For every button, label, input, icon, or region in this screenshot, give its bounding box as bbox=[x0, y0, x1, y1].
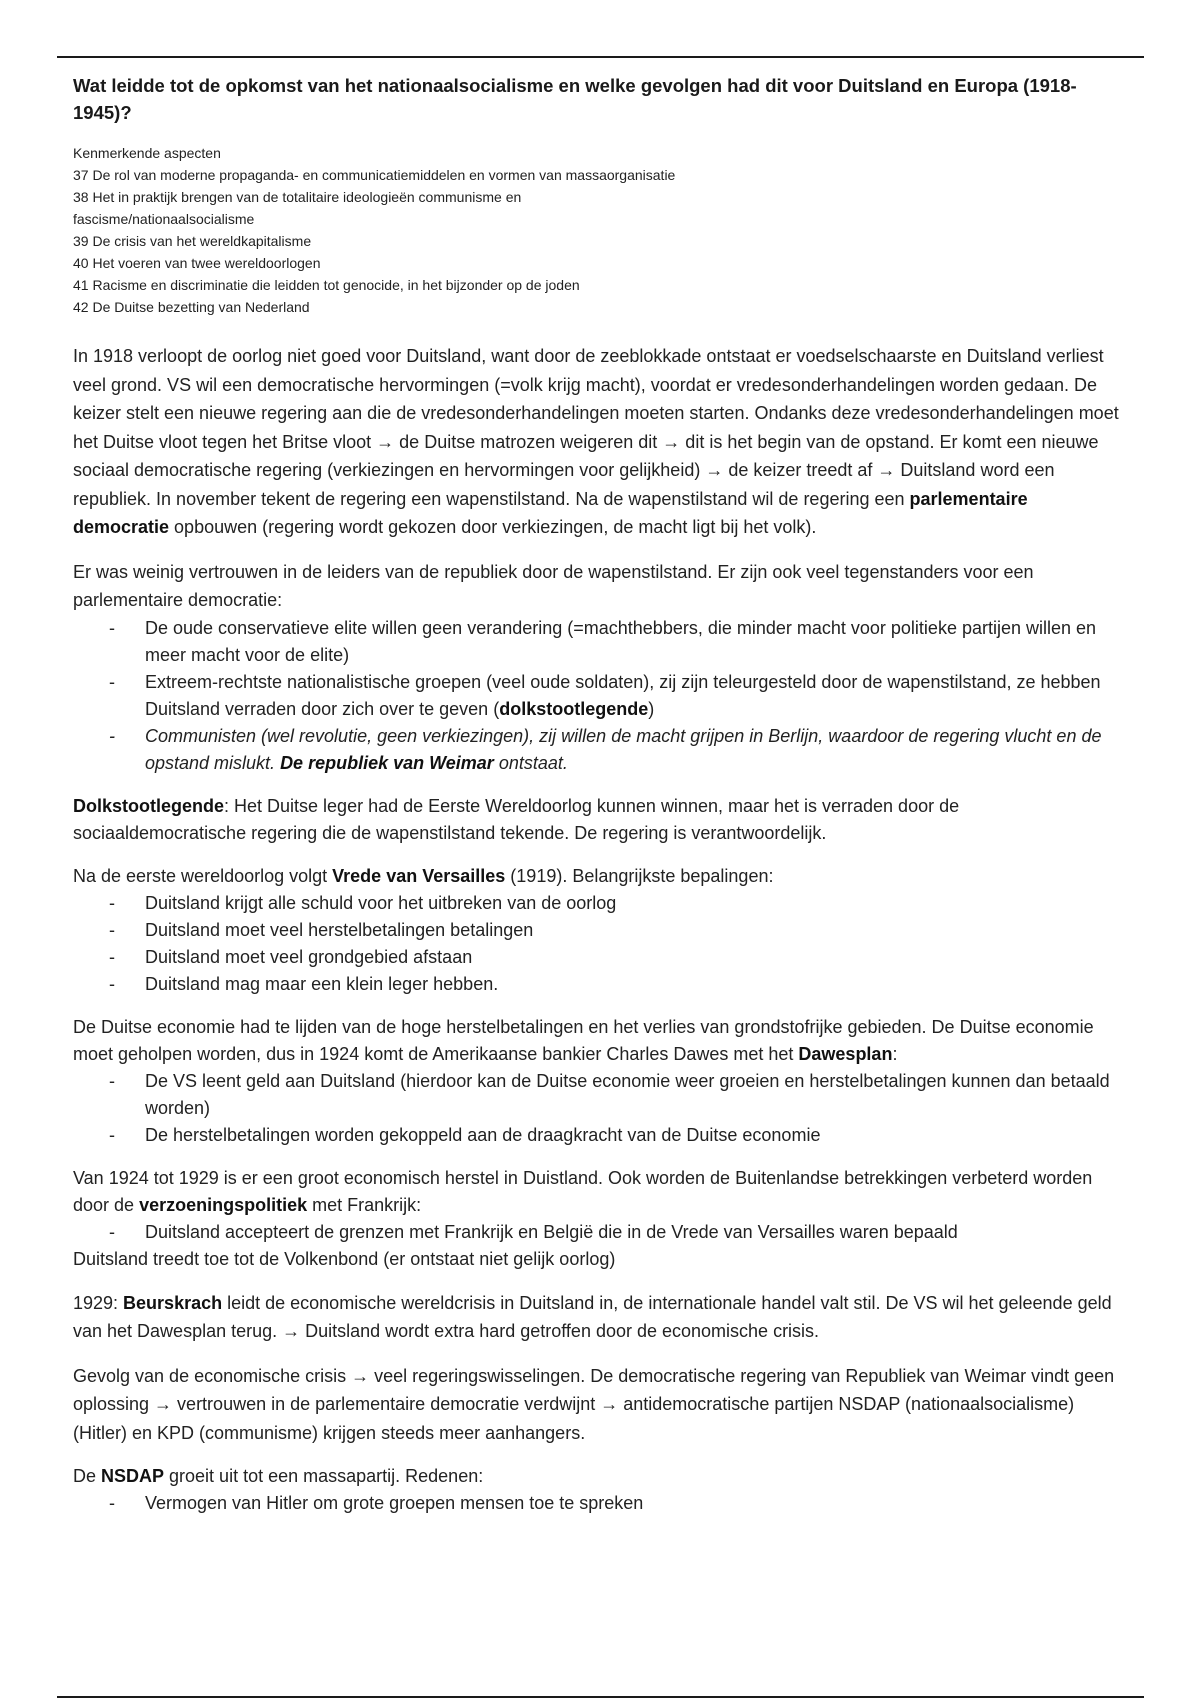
list-verzoeningspolitiek bbox=[73, 1219, 1128, 1246]
document-body bbox=[73, 72, 1128, 1533]
paragraph-versailles: Na de eerste wereldoorlog volgt Vrede van Versailles (1919). Belangrijkste bepalingen: bbox=[73, 865, 774, 886]
aspect-item: 39 De crisis van het wereldkapitalisme bbox=[73, 233, 312, 249]
list-item: - Communisten (wel revolutie, geen verkiezingen), zij willen de macht grijpen in Berlijn, waardoor de regering vlucht en de opstand mislukt. De republiek van Weimar ontstaat. bbox=[73, 723, 1128, 777]
list-item: - Vermogen van Hitler om grote groepen mensen toe te spreken bbox=[73, 1490, 1128, 1517]
list-tegenstanders bbox=[73, 615, 1128, 777]
term-nsdap: NSDAP bbox=[101, 1466, 165, 1486]
list-item: - De oude conservatieve elite willen geen verandering (=machthebbers, die minder macht voor politieke partijen willen en meer macht voor de elite) bbox=[73, 615, 1128, 669]
term-dawesplan: Dawesplan bbox=[798, 1043, 893, 1064]
aspect-item: 40 Het voeren van twee wereldoorlogen bbox=[73, 255, 321, 271]
document-title: Wat leidde tot de opkomst van het nationaalsocialisme en welke gevolgen had dit voor Duitsland en Europa (1918-1945)? bbox=[73, 75, 1077, 123]
list-dawesplan bbox=[73, 1068, 1128, 1149]
bottom-rule bbox=[57, 1696, 1144, 1698]
aspect-item: fascisme/nationaalsocialisme bbox=[73, 211, 255, 227]
paragraph-tegenstanders: Er was weinig vertrouwen in de leiders van de republiek door de wapenstilstand. Er zijn ook veel tegenstanders voor een parlementaire democratie: bbox=[73, 561, 1034, 610]
aspect-item: 42 De Duitse bezetting van Nederland bbox=[73, 299, 310, 315]
term-beurskrach: Beurskrach bbox=[123, 1292, 223, 1313]
paragraph-herstel: Van 1924 tot 1929 is er een groot economisch herstel in Duistland. Ook worden de Buitenlandse betrekkingen verbeterd worden door de verzoeningspolitiek met Frankrijk: bbox=[73, 1167, 1093, 1215]
list-item: - Duitsland krijgt alle schuld voor het uitbreken van de oorlog bbox=[73, 890, 1128, 917]
paragraph-dawesplan: De Duitse economie had te lijden van de hoge herstelbetalingen en het verlies van grondstofrijke gebieden. De Duitse economie moet geholpen worden, dus in 1924 komt de Amerikaanse bankier Charles Dawes met het Dawesplan: bbox=[73, 1016, 1094, 1064]
list-bepalingen bbox=[73, 890, 1128, 998]
top-rule bbox=[57, 56, 1144, 58]
paragraph-nsdap: De NSDAP groeit uit tot een massapartij. Redenen: bbox=[73, 1466, 484, 1486]
aspects-heading: Kenmerkende aspecten bbox=[73, 145, 221, 161]
list-redenen bbox=[73, 1490, 1128, 1517]
aspect-item: 41 Racisme en discriminatie die leidden tot genocide, in het bijzonder op de joden bbox=[73, 277, 580, 293]
aspect-item: 38 Het in praktijk brengen van de totalitaire ideologieën communisme en bbox=[73, 189, 522, 205]
kenmerkende-aspecten bbox=[73, 142, 1128, 318]
paragraph-beurskrach: 1929: Beurskrach leidt de economische wereldcrisis in Duitsland in, de internationale handel valt stil. De VS wil het geleende geld van het Dawesplan terug. → Duitsland wordt extra hard getroffen door de economische crisis. bbox=[73, 1292, 1112, 1341]
term-verzoeningspolitiek: verzoeningspolitiek bbox=[139, 1194, 308, 1215]
list-item: - Duitsland moet veel herstelbetalingen betalingen bbox=[73, 917, 1128, 944]
list-item: - Extreem-rechtste nationalistische groepen (veel oude soldaten), zij zijn teleurgesteld door de wapenstilstand, ze hebben Duitsland verraden door zich over te geven (dolkstootlegende) bbox=[73, 669, 1128, 723]
list-item: - Duitsland moet veel grondgebied afstaan bbox=[73, 944, 1128, 971]
list-item: - Duitsland mag maar een klein leger hebben. bbox=[73, 971, 1128, 998]
paragraph-dolkstootlegende: Dolkstootlegende: Het Duitse leger had de Eerste Wereldoorlog kunnen winnen, maar het is verraden door de sociaaldemocratische regering die de wapenstilstand tekende. De regering is verantwoordelijk. bbox=[73, 795, 960, 843]
aspect-item: 37 De rol van moderne propaganda- en communicatiemiddelen en vormen van massaorganisatie bbox=[73, 167, 676, 183]
paragraph-1918: In 1918 verloopt de oorlog niet goed voor Duitsland, want door de zeeblokkade ontstaat er voedselschaarste en Duitsland verliest veel grond. VS wil een democratische hervormingen (=volk krijg macht), voordat er vredesonderhandelingen worden gedaan. De keizer stelt een nieuwe regering aan die de vredesonderhandelingen moeten starten. Ondanks deze vredesonderhandelingen moet het Duitse vloot tegen het Britse vloot → de Duitse matrozen weigeren dit → dit is het begin van de opstand. Er komt een nieuwe sociaal democratische regering (verkiezingen en hervormingen voor gelijkheid) → de keizer treedt af → Duitsland word een republiek. In november tekent de regering een wapenstilstand. Na de wapenstilstand wil de regering een parlementaire democratie opbouwen (regering wordt gekozen door verkiezingen, de macht ligt bij het volk). bbox=[73, 346, 1119, 537]
term-parlementaire-democratie: parlementaire democratie bbox=[73, 488, 1028, 537]
term-vrede-van-versailles: Vrede van Versailles bbox=[332, 865, 506, 886]
list-item: - De herstelbetalingen worden gekoppeld aan de draagkracht van de Duitse economie bbox=[73, 1122, 1128, 1149]
term-dolkstootlegende: Dolkstootlegende bbox=[73, 795, 225, 816]
paragraph-volkenbond: Duitsland treedt toe tot de Volkenbond (er ontstaat niet gelijk oorlog) bbox=[73, 1248, 616, 1269]
paragraph-gevolg-crisis: Gevolg van de economische crisis → veel regeringswisselingen. De democratische regering van Republiek van Weimar vindt geen oplossing → vertrouwen in de parlementaire democratie verdwijnt → antidemocratische partijen NSDAP (nationaalsocialisme) (Hitler) en KPD (communisme) krijgen steeds meer aanhangers. bbox=[73, 1365, 1115, 1443]
list-item: - De VS leent geld aan Duitsland (hierdoor kan de Duitse economie weer groeien en herstelbetalingen kunnen dan betaald worden) bbox=[73, 1068, 1128, 1122]
list-item: - Duitsland accepteert de grenzen met Frankrijk en België die in de Vrede van Versailles waren bepaald bbox=[73, 1219, 1128, 1246]
